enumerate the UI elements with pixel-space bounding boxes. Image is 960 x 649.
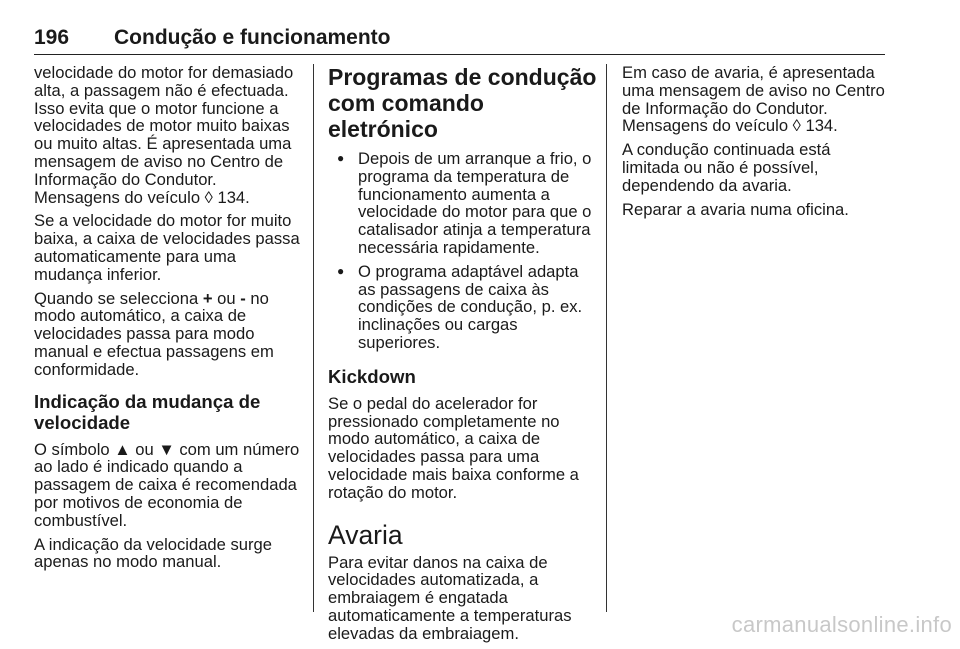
watermark: carmanualsonline.info	[731, 612, 952, 637]
text: no modo automático, a caixa de velocidades passa para modo manual e efectua passagens em conformidade.	[34, 288, 274, 379]
list-item: ● O programa adaptável adapta as passagens de caixa às condições de condução, p. ex. inclinações ou cargas superiores.	[328, 263, 598, 352]
minus-symbol: -	[240, 288, 246, 308]
subheading: Kickdown	[328, 365, 416, 387]
page-number: 196	[34, 26, 70, 49]
plus-symbol: +	[202, 288, 213, 308]
page-header	[34, 26, 885, 55]
text: ou	[212, 288, 241, 308]
paragraph: Se a velocidade do motor for muito baixa, a caixa de velocidades passa automaticamente para uma mudança inferior.	[34, 211, 300, 284]
paragraph: Em caso de avaria, é apresentada uma mensagem de aviso no Centro de Informação do Condutor. Mensagens do veículo ◊ 134.	[622, 63, 885, 136]
bullet-list	[328, 150, 598, 352]
paragraph: Se o pedal do acelerador for pressionado completamente no modo automático, a caixa de velocidades passa para uma velocidade mais baixa conforme a rotação do motor.	[328, 393, 579, 502]
section-heading: Indicação da mudança de velocidade	[34, 390, 261, 433]
paragraph: velocidade do motor for demasiado alta, a passagem não é efectuada. Isso evita que o motor funcione a velocidades de motor muito baixas ou muito altas. É apresentada uma mensagem de aviso no Centro de Informação do Condutor. Mensagens do veículo ◊ 134.	[34, 63, 294, 207]
column-divider-2	[606, 64, 607, 612]
list-item: ● Depois de um arranque a frio, o programa da temperatura de funcionamento aumenta a velocidade do motor para que o catalisador atinja a temperatura necessária rapidamente.	[328, 150, 598, 257]
section-heading: Programas de condução com comando eletrónico	[328, 64, 597, 142]
running-title: Condução e funcionamento	[114, 26, 391, 49]
column-3	[622, 64, 892, 224]
paragraph: A indicação da velocidade surge apenas no modo manual.	[34, 534, 273, 572]
paragraph	[34, 290, 300, 379]
paragraph: Reparar a avaria numa oficina.	[622, 199, 849, 219]
text: Quando se selecciona	[34, 288, 203, 308]
paragraph: Para evitar danos na caixa de velocidades automatizada, a embraiagem é engatada automaticamente a temperaturas elevadas da embraiagem.	[328, 552, 572, 643]
column-divider-1	[313, 64, 314, 612]
paragraph: A condução continuada está limitada ou não é possível, dependendo da avaria.	[622, 140, 831, 195]
paragraph: O símbolo ▲ ou ▼ com um número ao lado é indicado quando a passagem de caixa é recomendada por motivos de economia de combustível.	[34, 439, 300, 530]
section-title: Avaria	[328, 519, 403, 550]
column-1	[34, 64, 300, 577]
column-2	[328, 64, 598, 649]
